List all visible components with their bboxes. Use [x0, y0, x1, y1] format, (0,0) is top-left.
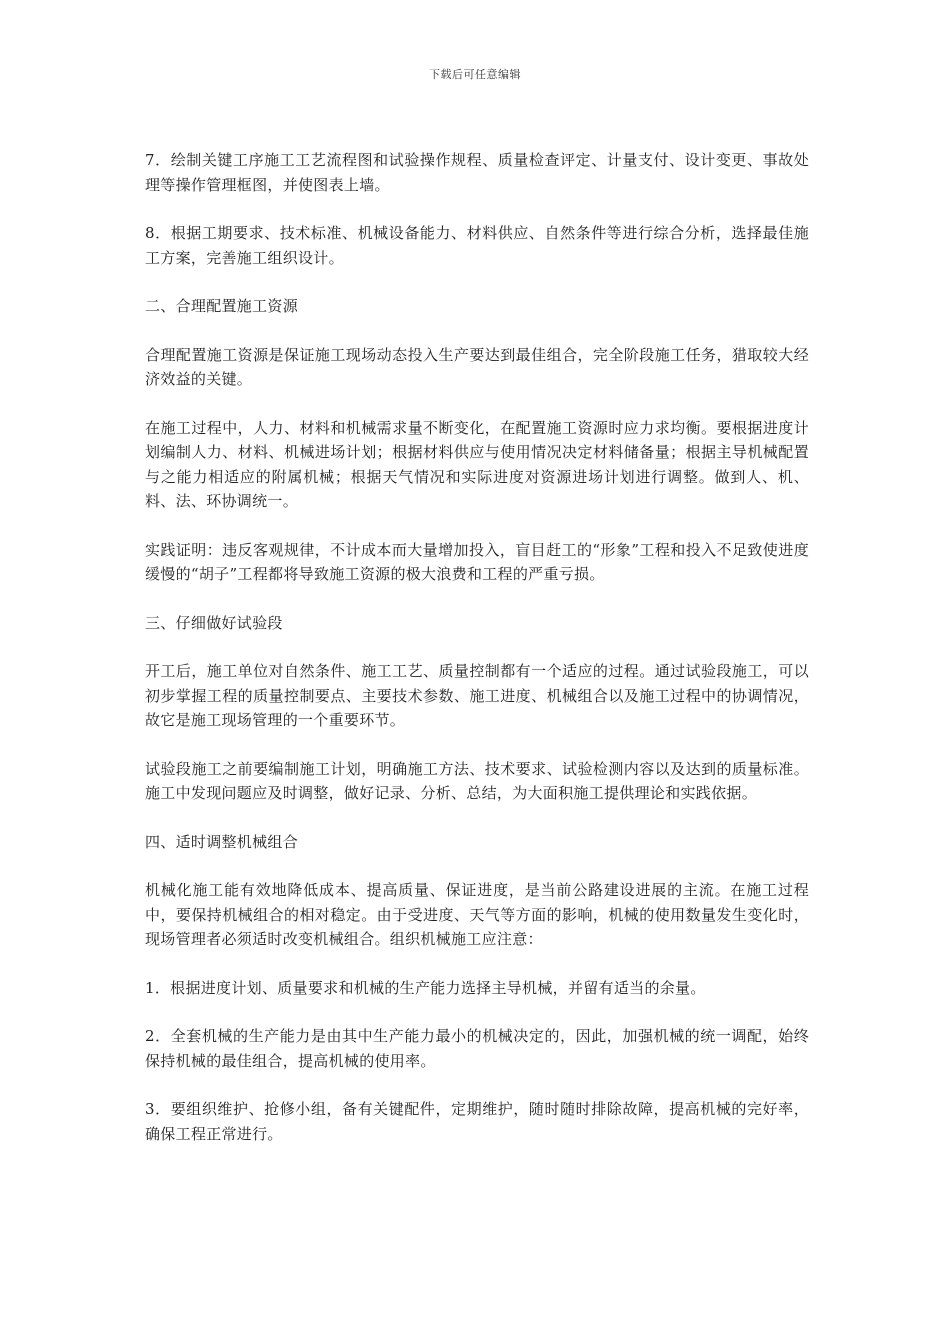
- paragraph-text: 机械化施工能有效地降低成本、提高质量、保证进度，是当前公路建设进展的主流。在施工过程中，要保持机械组合的相对稳定。由于受进度、天气等方面的影响，机械的使用数量发生变化时，现场管理者必须适时改变机械组合。组织机械施工应注意：: [145, 881, 809, 948]
- paragraph-item-7: 7．绘制关键工序施工工艺流程图和试验操作规程、质量检查评定、计量支付、设计变更、事故处理等操作管理框图，并使图表上墙。: [145, 151, 809, 194]
- document-body: [145, 148, 809, 1170]
- page-header: 下载后可任意编辑: [429, 68, 521, 81]
- paragraph-text: 开工后，施工单位对自然条件、施工工艺、质量控制都有一个适应的过程。通过试验段施工，可以初步掌握工程的质量控制要点、主要技术参数、施工进度、机械组合以及施工过程中的协调情况，故它是施工现场管理的一个重要环节。: [145, 662, 809, 729]
- paragraph-text: 合理配置施工资源是保证施工现场动态投入生产要达到最佳组合，完全阶段施工任务，猎取较大经济效益的关键。: [145, 345, 809, 388]
- paragraph-text: 在施工过程中，人力、材料和机械需求量不断变化，在配置施工资源时应力求均衡。要根据进度计划编制人力、材料、机械进场计划；根据材料供应与使用情况决定材料储备量；根据主导机械配置与之能力相适应的附属机械；根据天气情况和实际进度对资源进场计划进行调整。做到人、机、料、法、环协调统一。: [145, 418, 809, 510]
- paragraph-text: 试验段施工之前要编制施工计划，明确施工方法、技术要求、试验检测内容以及达到的质量标准。施工中发现问题应及时调整，做好记录、分析、总结，为大面积施工提供理论和实践依据。: [145, 759, 809, 802]
- list-item-3: 3．要组织维护、抢修小组，备有关键配件，定期维护，随时随时排除故障，提高机械的完好率，确保工程正常进行。: [145, 1100, 809, 1143]
- section-heading-2: 二、合理配置施工资源: [145, 297, 299, 315]
- section-heading-4: 四、适时调整机械组合: [145, 832, 299, 851]
- section-heading-3: 三、仔细做好试验段: [145, 613, 283, 632]
- paragraph-item-8: 8．根据工期要求、技术标准、机械设备能力、材料供应、自然条件等进行综合分析，选择最佳施工方案，完善施工组织设计。: [145, 224, 809, 267]
- paragraph-text: 实践证明：违反客观规律，不计成本而大量增加投入，盲目赶工的“形象”工程和投入不足致使进度缓慢的“胡子”工程都将导致施工资源的极大浪费和工程的严重亏损。: [145, 540, 809, 583]
- list-item-2: 2．全套机械的生产能力是由其中生产能力最小的机械决定的，因此，加强机械的统一调配，始终保持机械的最佳组合，提高机械的使用率。: [145, 1027, 809, 1070]
- list-item-1: 1．根据进度计划、质量要求和机械的生产能力选择主导机械，并留有适当的余量。: [145, 978, 706, 997]
